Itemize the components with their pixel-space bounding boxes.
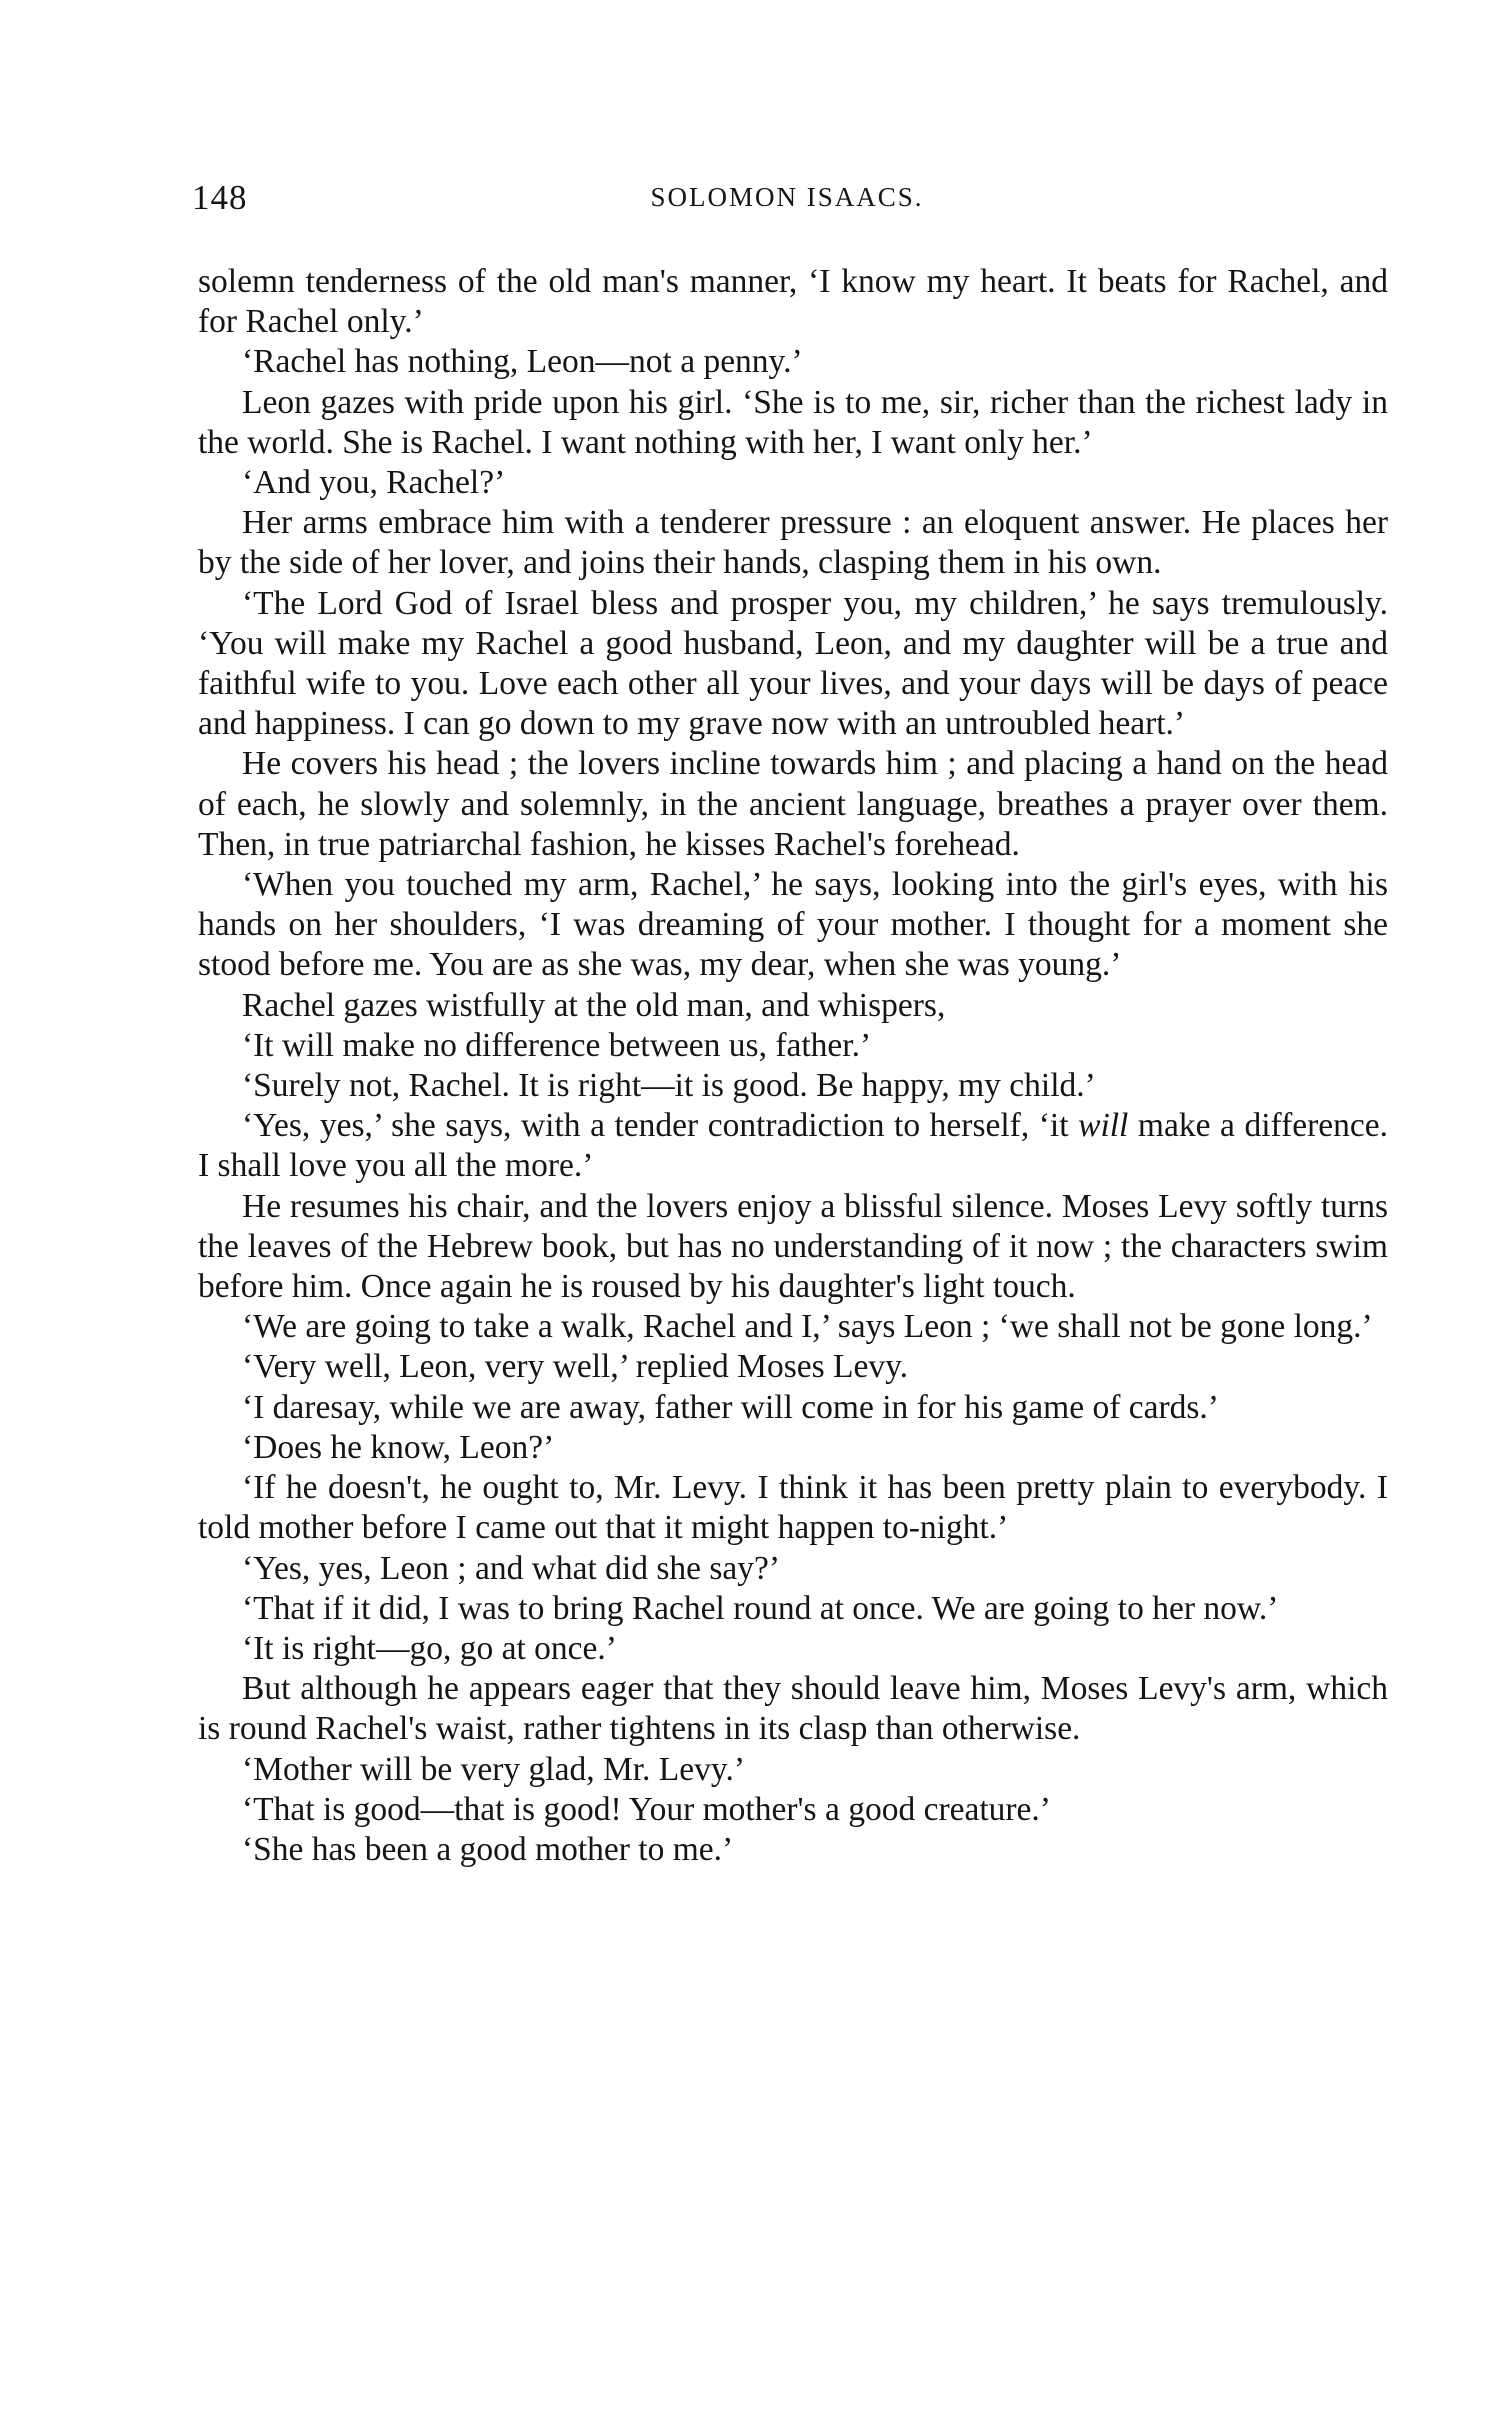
paragraph-text: make a difference. I shall love you all the more.’ <box>198 1107 1388 1185</box>
paragraph: ‘We are going to take a walk, Rachel and I,’ says Leon ; ‘we shall not be gone long.’ <box>242 1308 1373 1346</box>
paragraph: He resumes his chair, and the lovers enjoy a blissful silence. Moses Levy softly turns the leaves of the Hebrew book, but has no understanding of it now ; the characters swim before him. Once again he is roused by his daughter's light touch. <box>198 1187 1388 1306</box>
paragraph: ‘It will make no difference between us, father.’ <box>242 1026 872 1064</box>
paragraph: But although he appears eager that they should leave him, Moses Levy's arm, which is round Rachel's waist, rather tightens in its clasp than otherwise. <box>198 1670 1388 1748</box>
body-text <box>198 262 1388 1870</box>
paragraph: ‘If he doesn't, he ought to, Mr. Levy. I think it has been pretty plain to everybody. I told mother before I came out that it might happen to-night.’ <box>198 1469 1388 1547</box>
paragraph: ‘Rachel has nothing, Leon—not a penny.’ <box>242 343 803 381</box>
paragraph: Her arms embrace him with a tenderer pressure : an eloquent answer. He places her by the side of her lover, and joins their hands, clasping them in his own. <box>198 504 1388 582</box>
page-header <box>192 178 1382 222</box>
paragraph: ‘She has been a good mother to me.’ <box>242 1830 734 1868</box>
paragraph: solemn tenderness of the old man's manner, ‘I know my heart. It beats for Rachel, and for Rachel only.’ <box>198 263 1388 341</box>
paragraph: ‘It is right—go, go at once.’ <box>242 1629 617 1667</box>
emphasized-word: will <box>1078 1107 1129 1145</box>
paragraph: ‘Surely not, Rachel. It is right—it is good. Be happy, my child.’ <box>242 1067 1096 1105</box>
paragraph: ‘That is good—that is good! Your mother's a good creature.’ <box>242 1790 1051 1828</box>
paragraph: Rachel gazes wistfully at the old man, and whispers, <box>242 986 946 1024</box>
paragraph: He covers his head ; the lovers incline towards him ; and placing a hand on the head of each, he slowly and solemnly, in the ancient language, breathes a prayer over them. Then, in true patriarchal fashion, he kisses Rachel's forehead. <box>198 745 1388 863</box>
page-number: 148 <box>192 178 248 217</box>
paragraph: ‘Mother will be very glad, Mr. Levy.’ <box>242 1750 745 1788</box>
paragraph: ‘When you touched my arm, Rachel,’ he says, looking into the girl's eyes, with his hands on her shoulders, ‘I was dreaming of your mother. I thought for a moment she stood before me. You are as she was, my dear, when she was young.’ <box>198 866 1388 984</box>
paragraph: ‘Yes, yes, Leon ; and what did she say?’ <box>242 1549 781 1587</box>
running-title: SOLOMON ISAACS. <box>650 182 924 212</box>
paragraph: ‘Does he know, Leon?’ <box>242 1428 555 1466</box>
paragraph: ‘That if it did, I was to bring Rachel round at once. We are going to her now.’ <box>242 1589 1279 1627</box>
paragraph-text: ‘Yes, yes,’ she says, with a tender contradiction to herself, ‘it <box>242 1107 1079 1145</box>
paragraph <box>198 1106 1388 1186</box>
paragraph: Leon gazes with pride upon his girl. ‘She is to me, sir, richer than the richest lady in the world. She is Rachel. I want nothing with her, I want only her.’ <box>198 383 1388 461</box>
paragraph: ‘I daresay, while we are away, father will come in for his game of cards.’ <box>242 1388 1219 1426</box>
paragraph: ‘And you, Rachel?’ <box>242 464 506 502</box>
paragraph: ‘The Lord God of Israel bless and prosper you, my children,’ he says tremulously. ‘You will make my Rachel a good husband, Leon, and my daughter will be a true and faithful wife to you. Love each other all your lives, and your days will be days of peace and happiness. I can go down to my grave now with an untroubled heart.’ <box>198 584 1388 743</box>
paragraph: ‘Very well, Leon, very well,’ replied Moses Levy. <box>242 1348 909 1386</box>
